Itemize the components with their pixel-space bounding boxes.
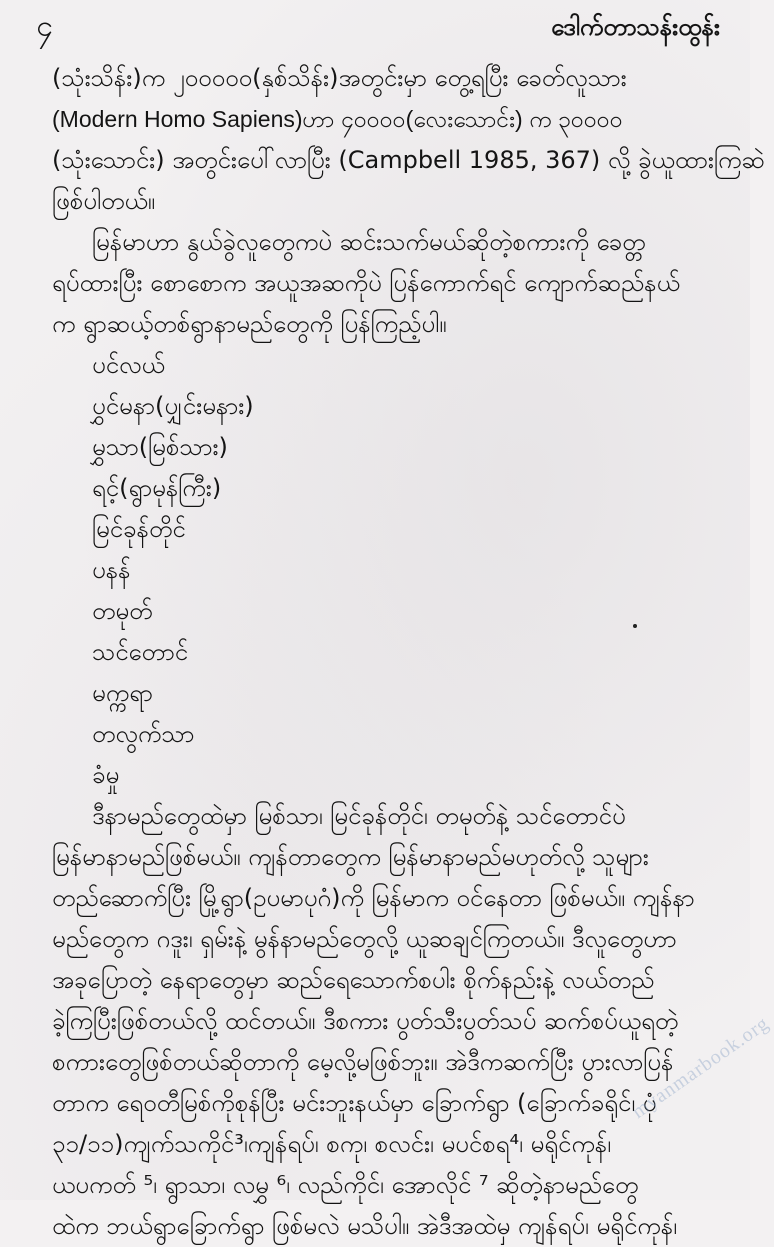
text-line: မြန်မာဟာ နွယ်ခွဲလူတွေကပဲ ဆင်းသက်မယ်ဆိုတဲ့စကားကို ခေတ္တ (92, 228, 646, 256)
text-line: (သုံးသောင်း) အတွင်းပေါ်လာပြီး (Campbell 1985, 367) လို့ ခွဲယူထားကြဆဲ (52, 146, 765, 174)
text-line: ဒီနာမည်တွေထဲမှာ မြစ်သာ၊ မြင်ခုန်တိုင်၊ တမုတ်နဲ့ သင်တောင်ပဲ (92, 802, 626, 830)
village-list-item: မွှသာ(မြစ်သား) (92, 433, 228, 461)
village-list-item: သင်တောင် (92, 638, 189, 666)
page-number: ၄ (36, 9, 53, 44)
village-list-item: တလွက်သာ (92, 720, 195, 748)
running-title: ဒေါက်တာသန်းထွန်း (551, 13, 720, 41)
village-list-item: မက္ကရာ (92, 679, 153, 707)
ink-speck (633, 624, 637, 628)
text-line: စကားတွေဖြစ်တယ်ဆိုတာကို မေ့လို့မဖြစ်ဘူး။ အဲဒီကဆက်ပြီး ပွားလာပြန် (52, 1048, 674, 1076)
text-line: ၃၁/၁၁)ကျက်သကိုင်³၊ကျန်ရပ်၊ စကု၊ စလင်း၊ မပင်စရ⁴၊ မရိုင်ကုန်၊ (52, 1130, 612, 1158)
text-line: ရပ်ထားပြီး စောစောက အယူအဆကိုပဲ ပြန်ကောက်ရင် ကျောက်ဆည်နယ် (52, 269, 680, 297)
village-list-item: ရင့်(ရွာမုန်ကြီး) (92, 474, 222, 502)
village-list-item: ပွှင်မနာ(ပျှင်းမနား) (92, 392, 254, 420)
village-list-item: တမုတ် (92, 597, 153, 625)
village-list-item: ပနန် (92, 556, 131, 584)
page-header (30, 4, 720, 50)
body-text (52, 58, 765, 1247)
text-line: တာက ရေဝတီမြစ်ကိုစုန်ပြီး မင်းဘူးနယ်မှာ ခြောက်ရွာ (ခြောက်ခရိုင်၊ ပုံ (52, 1089, 657, 1117)
text-line: က ရွာဆယ့်တစ်ရွာနာမည်တွေကို ပြန်ကြည့်ပါ။ (52, 310, 447, 338)
text-line: မည်တွေက ဂဒူး၊ ရှမ်းနဲ့ မွန်နာမည်တွေလို့ ယူဆချင်ကြတယ်။ ဒီလူတွေဟာ (52, 925, 677, 953)
text-line: တည်ဆောက်ပြီး မြို့ရွာ(ဥပမာပုဂံ)ကို မြန်မာက ဝင်နေတာ ဖြစ်မယ်။ ကျန်နာ (52, 884, 695, 912)
text-line: ထဲက ဘယ်ရွာခြောက်ရွာ ဖြစ်မလဲ မသိပါ။ အဲဒီအထဲမှ ကျန်ရပ်၊ မရိုင်ကုန်၊ (52, 1212, 677, 1240)
text-line: ခဲ့ကြပြီးဖြစ်တယ်လို့ ထင်တယ်။ ဒီစကား ပွတ်သီးပွတ်သပ် ဆက်စပ်ယူရတဲ့ (52, 1007, 679, 1035)
text-line: (Modern Homo Sapiens)ဟာ ၄၀၀၀၀(လေးသောင်း) က ၃၀၀၀၀ (52, 106, 623, 132)
village-list-item: ခံမှု (92, 761, 120, 789)
text-line: ယပကတ် ⁵၊ ရွာသာ၊ လမွှ ⁶၊ လည်ကိုင်၊ အောလိုင် ⁷ ဆိုတဲ့နာမည်တွေ (52, 1171, 639, 1199)
watermark: myanmarbook.org (628, 1012, 774, 1124)
text-line: (သုံးသိန်း)က ၂၀၀၀၀၀(နှစ်သိန်း)အတွင်းမှာ တွေ့ရပြီး ခေတ်လူသား (52, 64, 627, 92)
text-line: မြန်မာနာမည်ဖြစ်မယ်။ ကျန်တာတွေက မြန်မာနာမည်မဟုတ်လို့ သူများ (52, 843, 649, 871)
village-list-item: ပင်လယ် (92, 351, 165, 379)
text-line: ဖြစ်ပါတယ်။ (52, 187, 156, 215)
village-list-item: မြင်ခုန်တိုင် (92, 515, 186, 543)
text-line: အခုပြောတဲ့ နေရာတွေမှာ ဆည်ရေသောက်စပါး စိုက်နည်းနဲ့ လယ်တည် (52, 966, 655, 994)
